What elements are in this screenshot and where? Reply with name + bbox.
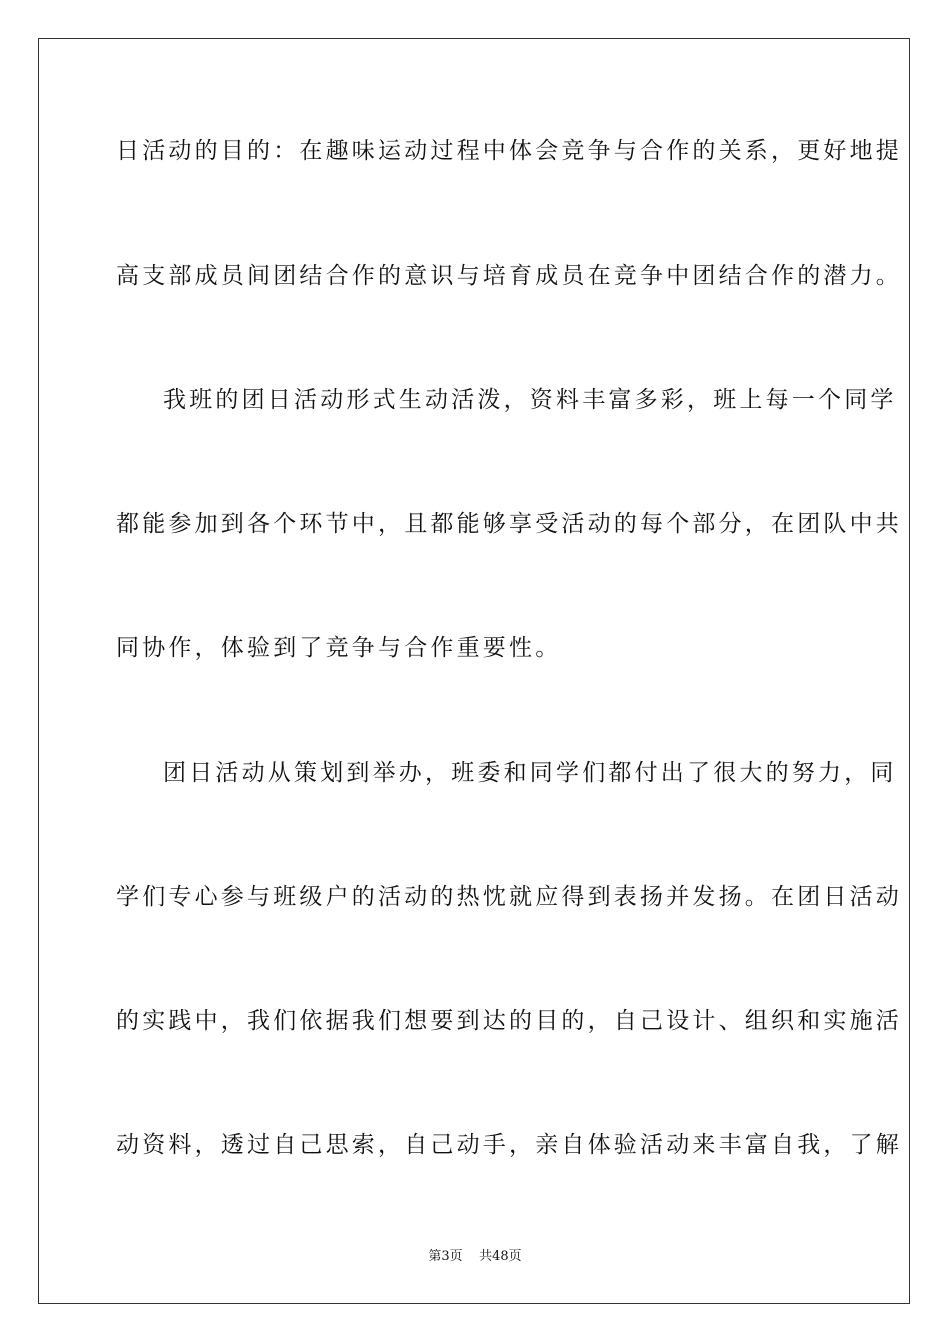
total-pages: 共48页 (479, 1249, 522, 1264)
paragraph-line: 我班的团日活动形式生动活泼，资料丰富多彩，班上每一个同学 (163, 387, 897, 413)
paragraph-line: 都能参加到各个环节中，且都能够享受活动的每个部分，在团队中共 (116, 511, 902, 537)
page-number: 第3页 (428, 1249, 463, 1264)
page-border (38, 38, 910, 1304)
paragraph-line: 团日活动从策划到举办，班委和同学们都付出了很大的努力，同 (163, 760, 897, 786)
paragraph-line: 学们专心参与班级户的活动的热忱就应得到表扬并发扬。在团日活动 (116, 884, 902, 910)
paragraph-line: 的实践中，我们依据我们想要到达的目的，自己设计、组织和实施活 (116, 1008, 902, 1034)
paragraph-line: 动资料，透过自己思索，自己动手，亲自体验活动来丰富自我，了解 (116, 1132, 902, 1158)
paragraph-line: 高支部成员间团结合作的意识与培育成员在竞争中团结合作的潜力。 (116, 263, 902, 289)
paragraph-line: 日活动的目的：在趣味运动过程中体会竞争与合作的关系，更好地提 (116, 138, 902, 164)
page-footer (0, 1248, 950, 1266)
paragraph-line: 同协作，体验到了竞争与合作重要性。 (116, 635, 562, 661)
